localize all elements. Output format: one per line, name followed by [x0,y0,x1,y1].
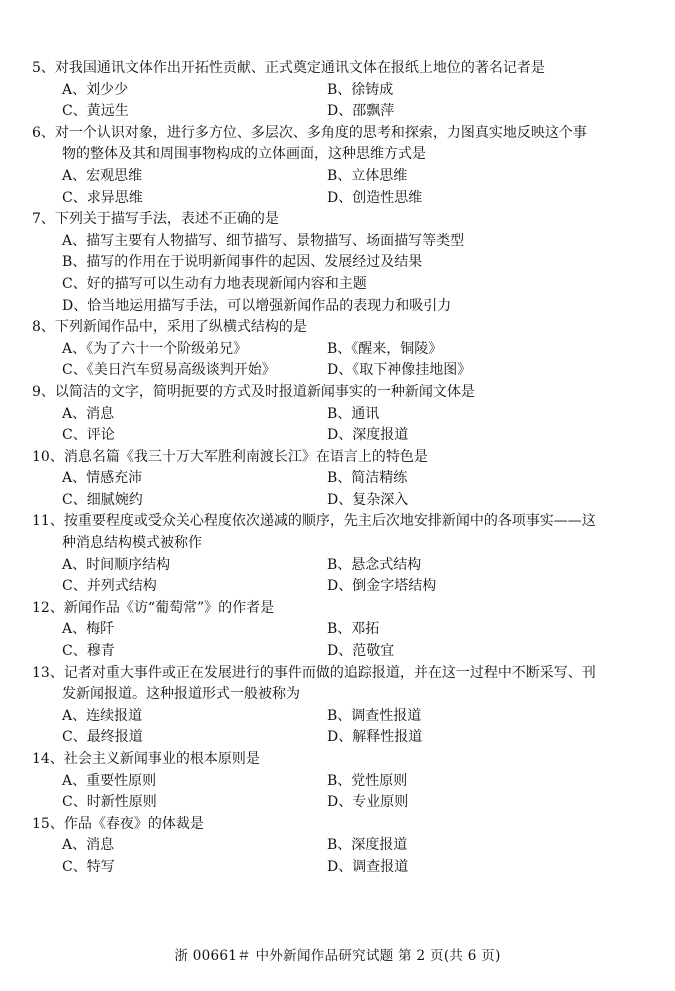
answer-option: D、调查报道 [327,858,409,875]
answer-option: D、复杂深入 [327,491,409,508]
question-block [32,663,652,749]
answer-option: C、时新性原则 [62,794,157,811]
answer-option: C、《美日汽车贸易高级谈判开始》 [62,362,276,379]
answer-option: B、调查性报道 [327,707,422,724]
question-block [32,382,652,447]
answer-option: C、评论 [62,427,115,444]
answer-option: B、简洁精练 [327,470,408,487]
answer-option: C、穆青 [62,643,115,660]
answer-option: C、最终报道 [62,729,143,746]
answer-option: C、并列式结构 [62,578,157,595]
option-group [32,339,652,382]
answer-option: A、情感充沛 [62,470,143,487]
answer-option: C、特写 [62,858,115,875]
option-group [32,835,652,878]
question-stem: 8、下列新闻作品中，采用了纵横式结构的是 [32,319,307,336]
answer-option: B、邓拓 [327,621,380,638]
answer-option: B、党性原则 [327,772,408,789]
answer-option: A、梅阡 [62,621,115,638]
answer-option: B、立体思维 [327,167,408,184]
question-stem: 14、社会主义新闻事业的根本原则是 [32,751,260,767]
answer-option: A、宏观思维 [62,167,143,184]
question-block [32,749,652,814]
answer-option: A、描写主要有人物描写、细节描写、景物描写、场面描写等类型 [62,232,465,249]
question-stem: 15、作品《春夜》的体裁是 [32,815,204,832]
question-stem: 10、消息名篇《我三十万大军胜利南渡长江》在语言上的特色是 [32,448,428,465]
question-stem: 7、下列关于描写手法，表述不正确的是 [32,211,279,228]
answer-option: D、《取下神像挂地图》 [327,362,472,379]
option-group [32,231,652,317]
option-group [32,706,652,749]
question-block [32,317,652,382]
answer-option: D、创造性思维 [327,189,423,206]
answer-option: C、黄远生 [62,103,129,120]
answer-option: C、求异思维 [62,189,143,206]
answer-option: D、解释性报道 [327,729,423,746]
answer-option: D、恰当地运用描写手法，可以增强新闻作品的表现力和吸引力 [62,297,452,314]
answer-option: A、时间顺序结构 [62,556,171,573]
answer-option: B、描写的作用在于说明新闻事件的起因、发展经过及结果 [62,254,423,271]
question-block [32,814,652,879]
question-stem: 5、对我国通讯文体作出开拓性贡献、正式奠定通讯文体在报纸上地位的著名记者是 [32,60,545,76]
answer-option: B、通讯 [327,405,380,422]
option-group [32,555,652,598]
answer-option: A、刘少少 [62,81,129,98]
answer-option: D、专业原则 [327,794,409,811]
question-block [32,209,652,317]
answer-option: D、邵飘萍 [327,103,395,120]
answer-option: B、《醒来，铜陵》 [327,340,443,357]
answer-option: D、范敬宜 [327,643,395,660]
question-stem: 12、新闻作品《访“葡萄常”》的作者是 [32,599,275,616]
question-stem: 6、对一个认识对象，进行多方位、多层次、多角度的思考和探索，力图真实地反映这个事 [32,124,587,141]
answer-option: B、徐铸成 [327,81,394,98]
answer-option: D、倒金字塔结构 [327,578,437,595]
answer-option: A、《为了六十一个阶级弟兄》 [62,340,248,357]
option-group [32,619,652,662]
answer-option: D、深度报道 [327,427,409,444]
question-stem: 13、记者对重大事件或正在发展进行的事件而做的追踪报道，并在这一过程中不断采写、刊 [32,664,596,681]
question-stem: 11、按重要程度或受众关心程度依次递减的顺序，先主后次地安排新闻中的各项事实——这 [32,513,596,530]
question-block [32,123,652,209]
question-stem-continued: 种消息结构模式被称作 [62,535,202,552]
question-block [32,447,652,512]
option-group [32,404,652,447]
question-block [32,511,652,597]
option-group [32,771,652,814]
question-stem: 9、以简洁的文字，简明扼要的方式及时报道新闻事实的一种新闻文体是 [32,383,475,400]
option-group [32,80,652,123]
answer-option: C、细腻婉约 [62,491,143,508]
answer-option: C、好的描写可以生动有力地表现新闻内容和主题 [62,275,367,292]
answer-option: B、深度报道 [327,837,408,854]
question-block [32,58,652,123]
question-stem-continued: 物的整体及其和周围事物构成的立体画面，这种思维方式是 [62,146,426,163]
option-group [32,166,652,209]
question-block [32,598,652,663]
option-group [32,468,652,511]
answer-option: B、悬念式结构 [327,556,422,573]
question-list [32,58,652,879]
answer-option: A、消息 [62,837,115,854]
question-stem-continued: 发新闻报道。这种报道形式一般被称为 [62,686,300,703]
answer-option: A、重要性原则 [62,772,157,789]
answer-option: A、消息 [62,405,115,422]
page-footer: 浙 00661＃ 中外新闻作品研究试题 第 2 页(共 6 页) [174,948,501,964]
answer-option: A、连续报道 [62,707,143,724]
